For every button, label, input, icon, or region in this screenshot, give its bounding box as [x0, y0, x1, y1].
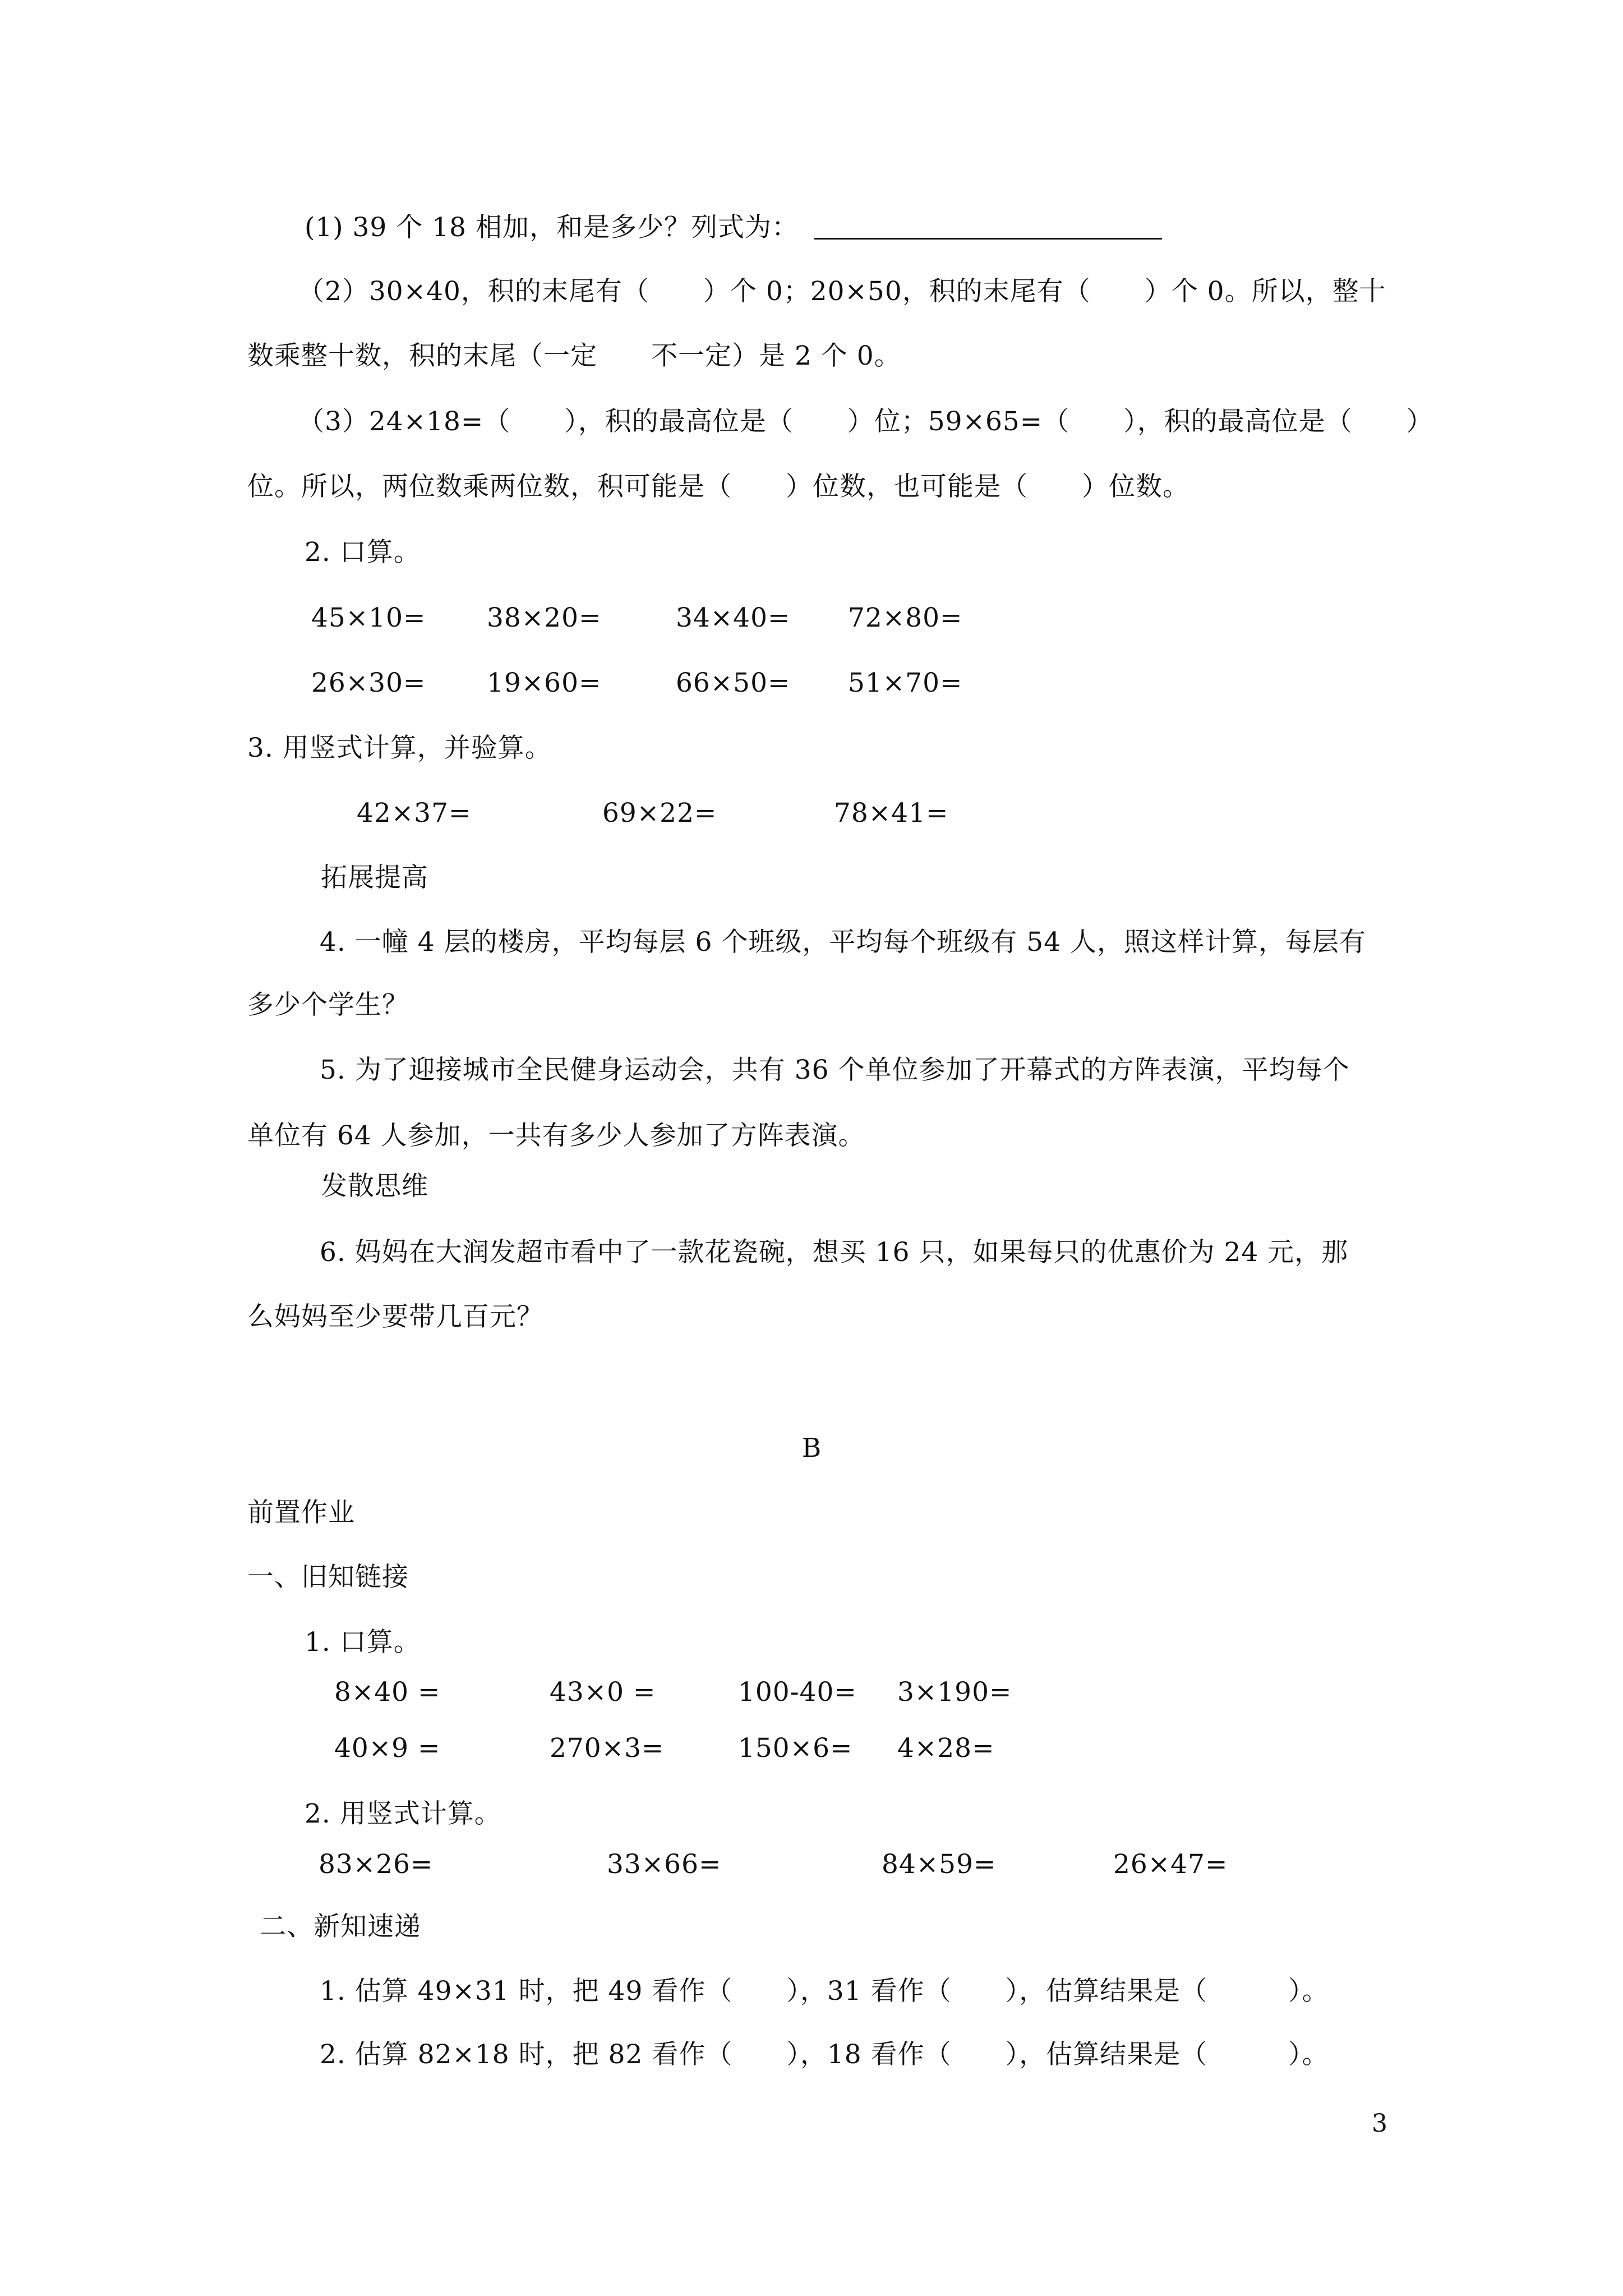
oral-calc-item: 72×80= — [848, 602, 963, 633]
question-5-line2: 单位有 64 人参加，一共有多少人参加了方阵表演。 — [247, 1120, 865, 1151]
question-4-line2: 多少个学生？ — [247, 990, 409, 1020]
part-1-heading: 一、旧知链接 — [247, 1562, 409, 1593]
extend-heading: 拓展提高 — [321, 862, 428, 893]
oral-calc-item: 270×3= — [550, 1733, 665, 1764]
question-2-title: 2. 口算。 — [305, 537, 421, 568]
part-2-q1: 1. 估算 49×31 时，把 49 看作（ ），31 看作（ ），估算结果是（ ）。 — [320, 1976, 1329, 2007]
section-b-label: B — [801, 1433, 822, 1464]
question-1-2-line2: 数乘整十数，积的末尾（一定 不一定）是 2 个 0。 — [247, 341, 901, 371]
oral-calc-item: 34×40= — [676, 602, 791, 633]
oral-calc-item: 100-40= — [738, 1677, 857, 1708]
oral-calc-item: 51×70= — [848, 668, 963, 698]
question-4-line1: 4. 一幢 4 层的楼房，平均每层 6 个班级，平均每个班级有 54 人，照这样计算，每层有 — [320, 927, 1367, 958]
oral-calc-item: 150×6= — [738, 1733, 853, 1764]
divergent-heading: 发散思维 — [321, 1171, 428, 1202]
oral-calc-item: 3×190= — [897, 1677, 1012, 1708]
pre-homework-heading: 前置作业 — [247, 1497, 355, 1528]
vertical-calc-item: 78×41= — [834, 798, 949, 829]
oral-calc-item: 43×0 = — [550, 1677, 656, 1708]
question-1-1: (1) 39 个 18 相加，和是多少？列式为： — [305, 212, 799, 243]
vertical-calc-item: 69×22= — [602, 798, 717, 829]
answer-blank-line — [814, 238, 1162, 240]
oral-calc-item: 45×10= — [311, 602, 426, 633]
oral-calc-item: 4×28= — [897, 1733, 995, 1764]
part-2-heading: 二、新知速递 — [260, 1911, 421, 1942]
oral-calc-item: 38×20= — [487, 602, 602, 633]
oral-calc-item: 8×40 = — [334, 1677, 441, 1708]
part-1-q2-title: 2. 用竖式计算。 — [305, 1798, 501, 1829]
question-6-line2: 么妈妈至少要带几百元？ — [247, 1301, 543, 1332]
oral-calc-item: 26×30= — [311, 668, 426, 698]
vertical-calc-item: 26×47= — [1113, 1849, 1228, 1880]
page-number: 3 — [1372, 2109, 1387, 2138]
oral-calc-item: 66×50= — [676, 668, 791, 698]
vertical-calc-item: 84×59= — [882, 1849, 997, 1880]
part-1-q1-title: 1. 口算。 — [305, 1627, 421, 1658]
question-5-line1: 5. 为了迎接城市全民健身运动会，共有 36 个单位参加了开幕式的方阵表演，平均每个 — [320, 1055, 1350, 1085]
vertical-calc-item: 83×26= — [319, 1849, 434, 1880]
question-3-title: 3. 用竖式计算，并验算。 — [247, 733, 552, 763]
oral-calc-item: 40×9 = — [334, 1733, 441, 1764]
oral-calc-item: 19×60= — [487, 668, 602, 698]
part-2-q2: 2. 估算 82×18 时，把 82 看作（ ），18 看作（ ），估算结果是（ ）。 — [320, 2039, 1329, 2070]
vertical-calc-item: 42×37= — [357, 798, 472, 829]
question-1-3-line1: （3）24×18=（ ），积的最高位是（ ）位；59×65=（ ），积的最高位是（ ） — [298, 406, 1433, 437]
vertical-calc-item: 33×66= — [607, 1849, 722, 1880]
question-1-3-line2: 位。所以，两位数乘两位数，积可能是（ ）位数，也可能是（ ）位数。 — [247, 471, 1189, 502]
question-1-2-line1: （2）30×40，积的末尾有（ ）个 0；20×50，积的末尾有（ ）个 0。所以，整十 — [298, 276, 1386, 307]
question-6-line1: 6. 妈妈在大润发超市看中了一款花瓷碗，想买 16 只，如果每只的优惠价为 24 元，那 — [320, 1237, 1349, 1268]
